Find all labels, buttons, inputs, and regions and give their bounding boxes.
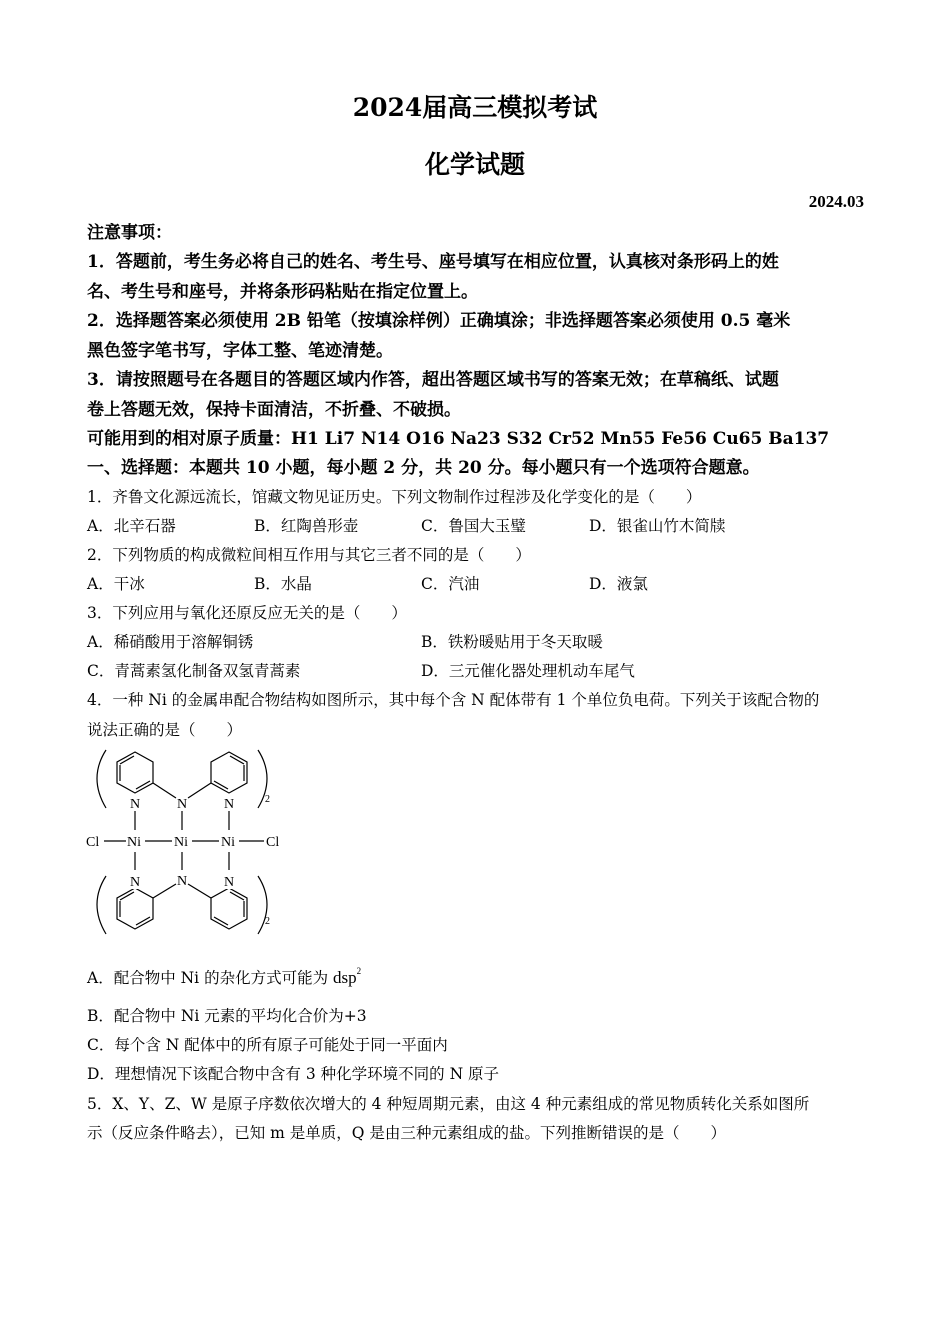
question-2-option-c: C．汽油 bbox=[421, 575, 480, 593]
question-2-option-b: B．水晶 bbox=[254, 575, 312, 593]
question-4-option-a bbox=[87, 958, 361, 991]
nickel-complex-structure-figure bbox=[82, 742, 292, 942]
note-3-line-2: 卷上答题无效，保持卡面清洁，不折叠、不破损。 bbox=[87, 400, 461, 420]
question-1-option-c: C．鲁国大玉璧 bbox=[421, 517, 526, 535]
figure-n-label: N bbox=[177, 874, 188, 889]
question-3-option-d: D．三元催化器处理机动车尾气 bbox=[421, 662, 635, 680]
question-3-option-a: A．稀硝酸用于溶解铜锈 bbox=[87, 633, 254, 651]
question-2-stem: 2．下列物质的构成微粒间相互作用与其它三者不同的是（ ） bbox=[87, 546, 531, 564]
figure-ni-label: Ni bbox=[221, 835, 235, 850]
section-1-heading: 一、选择题：本题共 10 小题，每小题 2 分，共 20 分。每小题只有一个选项符合题意。 bbox=[87, 458, 760, 478]
question-4-option-d: D．理想情况下该配合物中含有 3 种化学环境不同的 N 原子 bbox=[87, 1065, 500, 1083]
figure-cl-label: Cl bbox=[266, 835, 280, 850]
figure-n-label: N bbox=[130, 797, 141, 812]
question-3-stem: 3．下列应用与氧化还原反应无关的是（ ） bbox=[87, 604, 407, 622]
figure-n-label: N bbox=[177, 797, 188, 812]
hybridization-formula bbox=[333, 968, 361, 987]
exam-date: 2024.03 bbox=[808, 192, 864, 211]
question-4-stem-line-1: 4．一种 Ni 的金属串配合物结构如图所示，其中每个含 N 配体带有 1 个单位负电荷。下列关于该配合物的 bbox=[87, 691, 820, 709]
question-1-stem: 1．齐鲁文化源远流长，馆藏文物见证历史。下列文物制作过程涉及化学变化的是（ ） bbox=[87, 488, 702, 506]
subject-title: 化学试题 bbox=[424, 150, 525, 179]
note-2-line-1: 2．选择题答案必须使用 2B 铅笔（按填涂样例）正确填涂；非选择题答案必须使用 0.5 毫米 bbox=[87, 311, 791, 331]
question-5-stem-line-1: 5．X、Y、Z、W 是原子序数依次增大的 4 种短周期元素，由这 4 种元素组成的常见物质转化关系如图所 bbox=[87, 1095, 810, 1113]
question-2-option-a: A．干冰 bbox=[87, 575, 145, 593]
note-1-line-2: 名、考生号和座号，并将条形码粘贴在指定位置上。 bbox=[87, 282, 478, 302]
formula-superscript: 2 bbox=[356, 966, 362, 976]
figure-n-label: N bbox=[130, 875, 141, 890]
formula-base: dsp bbox=[333, 968, 357, 987]
question-3-option-c: C．青蒿素氢化制备双氢青蒿素 bbox=[87, 662, 301, 680]
figure-n-label: N bbox=[224, 797, 235, 812]
note-3-line-1: 3．请按照题号在各题目的答题区域内作答，超出答题区域书写的答案无效；在草稿纸、试题 bbox=[87, 370, 779, 390]
atomic-masses: 可能用到的相对原子质量：H1 Li7 N14 O16 Na23 S32 Cr52 Mn55 Fe56 Cu65 Ba137 bbox=[87, 429, 830, 449]
figure-subscript: 2 bbox=[265, 794, 270, 805]
figure-subscript: 2 bbox=[265, 916, 270, 927]
question-4-option-c: C．每个含 N 配体中的所有原子可能处于同一平面内 bbox=[87, 1036, 448, 1054]
notes-heading: 注意事项： bbox=[87, 223, 172, 243]
question-1-option-b: B．红陶兽形壶 bbox=[254, 517, 359, 535]
question-3-option-b: B．铁粉暖贴用于冬天取暖 bbox=[421, 633, 603, 651]
exam-title: 2024届高三模拟考试 bbox=[352, 93, 598, 122]
note-2-line-2: 黑色签字笔书写，字体工整、笔迹清楚。 bbox=[87, 341, 393, 361]
figure-cl-label: Cl bbox=[86, 835, 100, 850]
option-a-text: A．配合物中 Ni 的杂化方式可能为 bbox=[87, 969, 329, 987]
figure-ni-label: Ni bbox=[174, 835, 188, 850]
question-1-option-a: A．北辛石器 bbox=[87, 517, 176, 535]
question-4-stem-line-2: 说法正确的是（ ） bbox=[87, 721, 243, 739]
note-1-line-1: 1．答题前，考生务必将自己的姓名、考生号、座号填写在相应位置，认真核对条形码上的姓 bbox=[87, 252, 779, 272]
question-5-stem-line-2: 示（反应条件略去），已知 m 是单质，Q 是由三种元素组成的盐。下列推断错误的是（ ） bbox=[87, 1124, 726, 1142]
question-1-option-d: D．银雀山竹木简牍 bbox=[589, 517, 726, 535]
question-4-option-b: B．配合物中 Ni 元素的平均化合价为+3 bbox=[87, 1007, 367, 1025]
figure-n-label: N bbox=[224, 875, 235, 890]
figure-ni-label: Ni bbox=[127, 835, 141, 850]
question-2-option-d: D．液氯 bbox=[589, 575, 648, 593]
